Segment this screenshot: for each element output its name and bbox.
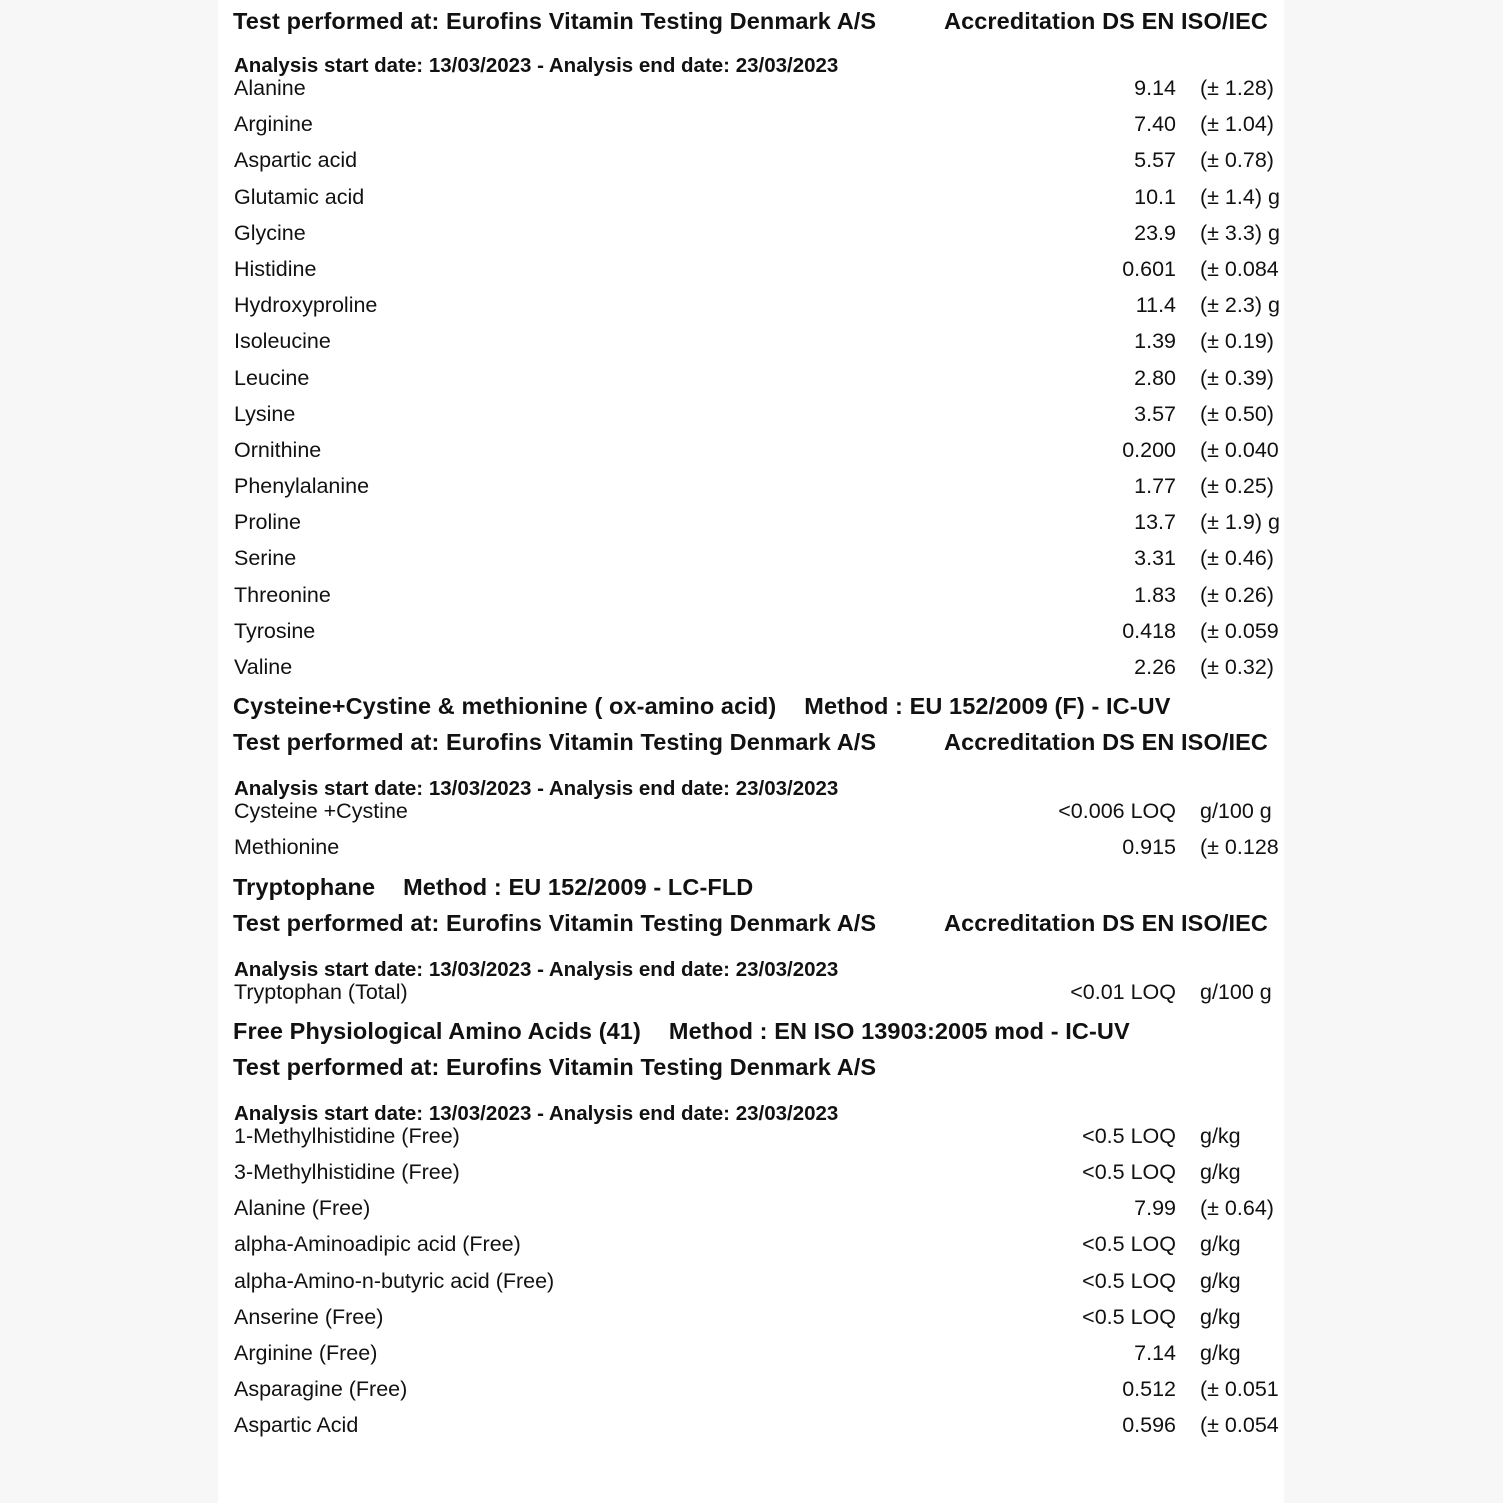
result-uncertainty: g/kg (1200, 1159, 1241, 1184)
accreditation-text: Accreditation DS EN ISO/IEC (944, 8, 1268, 34)
result-uncertainty: (± 0.19) (1200, 329, 1274, 354)
result-uncertainty: g/kg (1200, 1123, 1241, 1148)
analyte-name: Anserine (Free) (234, 1304, 384, 1329)
result-row (233, 1301, 1284, 1337)
result-value: 3.57 (1134, 401, 1176, 426)
result-value: 0.601 (1122, 256, 1176, 281)
result-uncertainty: (± 0.25) (1200, 474, 1274, 499)
result-value: 0.915 (1122, 835, 1176, 860)
analyte-name: Alanine (Free) (234, 1196, 371, 1221)
result-value: 5.57 (1134, 148, 1176, 173)
result-uncertainty: (± 0.78) (1200, 148, 1274, 173)
analyte-name: Cysteine +Cystine (234, 799, 408, 824)
report-section-tryptophane (233, 868, 1284, 1012)
result-row (233, 651, 1284, 687)
section-title-line (233, 868, 1284, 904)
report-section-amino-acids (233, 0, 1284, 687)
result-row (233, 579, 1284, 615)
result-value: 13.7 (1134, 510, 1176, 535)
result-uncertainty: (± 0.26) (1200, 582, 1274, 607)
analyte-name: Aspartic acid (234, 148, 358, 173)
report-content (233, 0, 1284, 1445)
result-value: 11.4 (1135, 293, 1176, 318)
analyte-name: alpha-Amino-n-butyric acid (Free) (234, 1268, 555, 1293)
analyte-name: Phenylalanine (234, 474, 370, 499)
analysis-dates (233, 759, 1284, 801)
result-row (233, 1120, 1284, 1156)
result-value: <0.5 LOQ (1082, 1123, 1176, 1148)
result-uncertainty: g/100 g (1200, 799, 1272, 824)
result-row (233, 325, 1284, 361)
result-row (233, 108, 1284, 144)
result-uncertainty: g/kg (1200, 1340, 1241, 1365)
test-performed-text: Test performed at: Eurofins Vitamin Testing Denmark A/S (233, 8, 877, 34)
result-value: 7.99 (1134, 1196, 1176, 1221)
result-value: <0.01 LOQ (1070, 979, 1176, 1004)
result-uncertainty: (± 1.04) (1200, 112, 1274, 137)
result-uncertainty: (± 0.084 (1200, 256, 1279, 281)
analyte-name: Threonine (234, 582, 331, 607)
result-uncertainty: (± 0.46) (1200, 546, 1274, 571)
result-row (233, 1373, 1284, 1409)
test-performed-line (233, 1048, 1284, 1084)
result-uncertainty: g/kg (1200, 1232, 1241, 1257)
result-row (233, 1265, 1284, 1301)
analyte-name: Lysine (234, 401, 296, 426)
results-table (233, 795, 1284, 867)
result-value: 3.31 (1134, 546, 1176, 571)
section-method: Method : EU 152/2009 (F) - IC-UV (804, 693, 1171, 720)
result-value: <0.5 LOQ (1082, 1159, 1176, 1184)
result-uncertainty: (± 0.50) (1200, 401, 1274, 426)
result-value: 0.512 (1122, 1377, 1176, 1402)
result-uncertainty: (± 0.054 (1200, 1413, 1279, 1438)
result-value: 0.418 (1122, 618, 1176, 643)
result-uncertainty: (± 0.059 (1200, 618, 1279, 643)
analyte-name: Arginine (Free) (234, 1340, 378, 1365)
result-row (233, 72, 1284, 108)
analyte-name: Glycine (234, 220, 306, 245)
result-row (233, 144, 1284, 180)
result-row (233, 181, 1284, 217)
analyte-name: 3-Methylhistidine (Free) (234, 1159, 460, 1184)
report-section-free-amino-acids (233, 1012, 1284, 1446)
result-uncertainty: g/kg (1200, 1268, 1241, 1293)
test-performed-line (233, 0, 1284, 36)
accreditation-text: Accreditation DS EN ISO/IEC (944, 909, 1268, 936)
analysis-dates-text: Analysis start date: 13/03/2023 - Analysis end date: 23/03/2023 (234, 777, 839, 801)
result-value: 1.77 (1134, 474, 1176, 499)
accreditation-text: Accreditation DS EN ISO/IEC (944, 729, 1268, 756)
result-uncertainty: (± 1.4) g (1200, 184, 1280, 209)
analyte-name: Leucine (234, 365, 310, 390)
result-uncertainty: (± 1.9) g (1200, 510, 1280, 535)
result-row (233, 434, 1284, 470)
result-row (233, 217, 1284, 253)
result-value: <0.5 LOQ (1082, 1304, 1176, 1329)
analyte-name: Proline (234, 510, 301, 535)
result-value: 0.596 (1122, 1413, 1176, 1438)
analyte-name: Arginine (234, 112, 313, 137)
result-value: 1.39 (1134, 329, 1176, 354)
result-row (233, 976, 1284, 1012)
test-performed-line (233, 904, 1284, 940)
result-row (233, 253, 1284, 289)
analyte-name: Alanine (234, 76, 306, 100)
analysis-dates (233, 940, 1284, 981)
analyte-name: Serine (234, 546, 297, 571)
analyte-name: Glutamic acid (234, 184, 365, 209)
section-title-line (233, 1012, 1284, 1048)
result-value: <0.5 LOQ (1082, 1232, 1176, 1257)
result-uncertainty: g/kg (1200, 1304, 1241, 1329)
result-uncertainty: (± 0.040 (1200, 437, 1279, 462)
results-table (233, 1120, 1284, 1446)
section-title: Free Physiological Amino Acids (41) (233, 1017, 641, 1044)
result-value: 0.200 (1122, 437, 1176, 462)
result-row (233, 615, 1284, 651)
result-value: <0.006 LOQ (1058, 799, 1176, 824)
test-performed-text: Test performed at: Eurofins Vitamin Testing Denmark A/S (233, 729, 877, 756)
result-uncertainty: (± 0.051 (1200, 1377, 1279, 1402)
result-uncertainty: (± 0.32) (1200, 655, 1274, 679)
analyte-name: Hydroxyproline (234, 293, 378, 318)
analysis-dates-text: Analysis start date: 13/03/2023 - Analysis end date: 23/03/2023 (234, 1101, 839, 1125)
analyte-name: Valine (234, 655, 293, 679)
section-title-line (233, 687, 1284, 723)
analyte-name: Aspartic Acid (234, 1413, 359, 1438)
result-row (233, 1409, 1284, 1445)
test-performed-text: Test performed at: Eurofins Vitamin Testing Denmark A/S (233, 909, 877, 936)
section-method: Method : EN ISO 13903:2005 mod - IC-UV (668, 1017, 1130, 1044)
result-uncertainty: (± 0.128 (1200, 835, 1279, 860)
results-table (233, 72, 1284, 687)
result-value: 10.1 (1134, 184, 1176, 209)
analyte-name: Methionine (234, 835, 340, 860)
section-title: Cysteine+Cystine & methionine ( ox-amino acid) (233, 693, 777, 720)
result-value: <0.5 LOQ (1082, 1268, 1176, 1293)
report-page (218, 0, 1284, 1503)
analysis-dates (233, 1084, 1284, 1125)
analysis-dates-text: Analysis start date: 13/03/2023 - Analysis end date: 23/03/2023 (234, 957, 839, 981)
result-row (233, 289, 1284, 325)
result-uncertainty: (± 1.28) (1200, 76, 1274, 100)
result-row (233, 362, 1284, 398)
analyte-name: Isoleucine (234, 329, 331, 354)
test-performed-line (233, 723, 1284, 759)
analysis-dates-text: Analysis start date: 13/03/2023 - Analysis end date: 23/03/2023 (234, 54, 839, 77)
result-value: 1.83 (1134, 582, 1176, 607)
result-row (233, 1228, 1284, 1264)
analyte-name: alpha-Aminoadipic acid (Free) (234, 1232, 521, 1257)
result-row (233, 1156, 1284, 1192)
analyte-name: Ornithine (234, 437, 322, 462)
result-value: 23.9 (1134, 220, 1176, 245)
analyte-name: Tyrosine (234, 618, 316, 643)
analyte-name: Tryptophan (Total) (234, 979, 408, 1004)
section-method: Method : EU 152/2009 - LC-FLD (403, 873, 754, 900)
analysis-dates (233, 36, 1284, 77)
section-title: Tryptophane (233, 873, 376, 900)
result-value: 7.14 (1134, 1340, 1176, 1365)
analyte-name: Histidine (234, 256, 317, 281)
result-uncertainty: (± 3.3) g (1200, 220, 1280, 245)
result-row (233, 506, 1284, 542)
result-uncertainty: (± 2.3) g (1200, 293, 1280, 318)
result-row (233, 1192, 1284, 1228)
result-row (233, 542, 1284, 578)
result-value: 2.26 (1134, 655, 1176, 679)
result-row (233, 398, 1284, 434)
result-value: 2.80 (1134, 365, 1176, 390)
result-row (233, 795, 1284, 831)
result-value: 9.14 (1134, 76, 1176, 100)
result-row (233, 831, 1284, 867)
result-value: 7.40 (1134, 112, 1176, 137)
results-table (233, 976, 1284, 1012)
test-performed-text: Test performed at: Eurofins Vitamin Testing Denmark A/S (233, 1053, 877, 1080)
result-uncertainty: (± 0.39) (1200, 365, 1274, 390)
analyte-name: 1-Methylhistidine (Free) (234, 1123, 460, 1148)
analyte-name: Asparagine (Free) (234, 1377, 408, 1402)
report-section-cysteine-methionine (233, 687, 1284, 867)
result-row (233, 1337, 1284, 1373)
result-uncertainty: g/100 g (1200, 979, 1272, 1004)
result-row (233, 470, 1284, 506)
result-uncertainty: (± 0.64) (1200, 1196, 1274, 1221)
